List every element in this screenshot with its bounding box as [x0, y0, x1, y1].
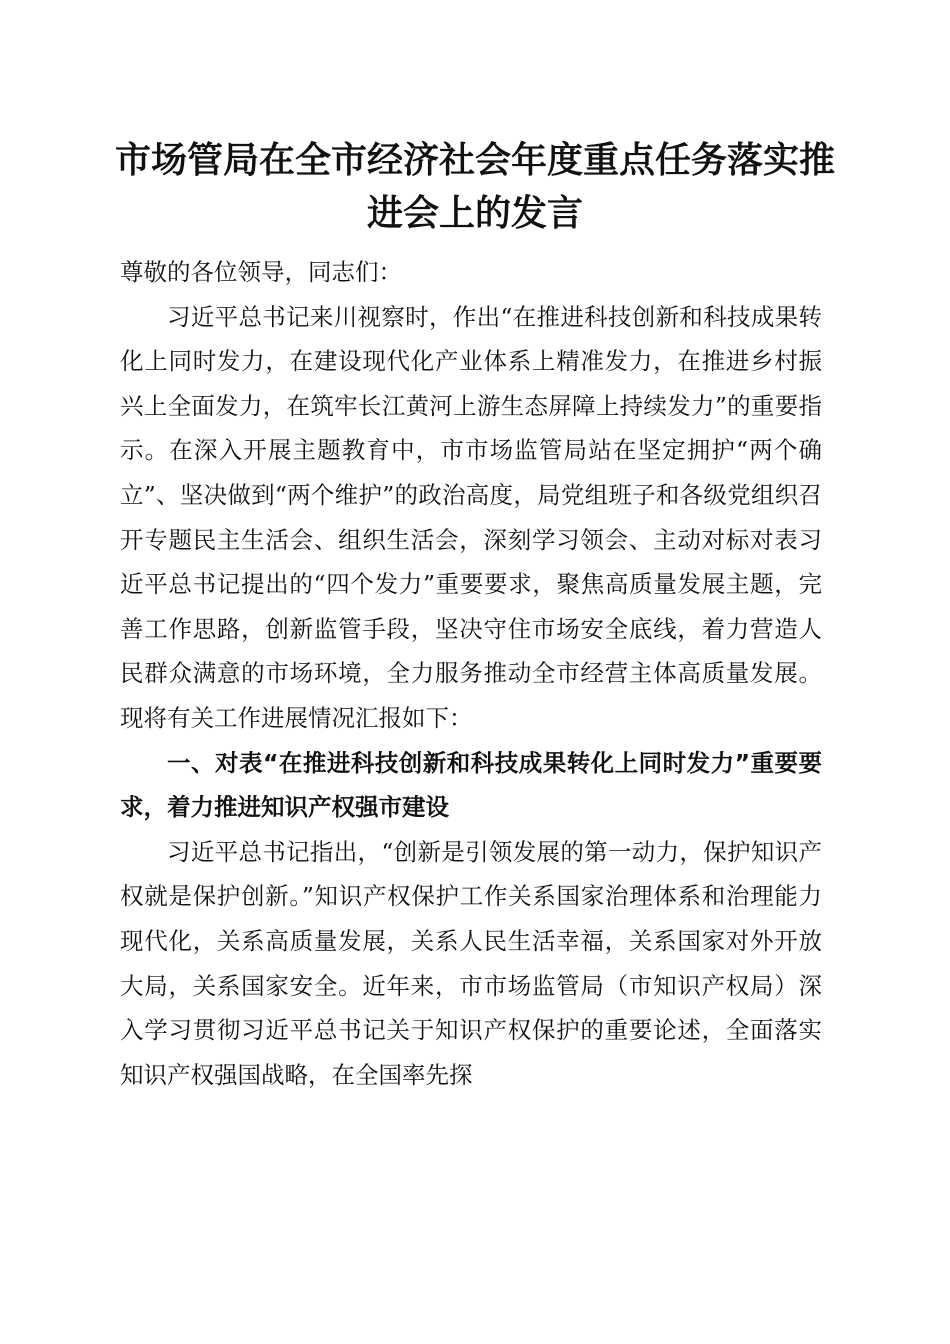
- section-heading-1: 一、对表“在推进科技创新和科技成果转化上同时发力”重要要求，着力推进知识产权强市建设: [120, 748, 822, 822]
- paragraph-intro: 习近平总书记来川视察时，作出“在推进科技创新和科技成果转化上同时发力，在建设现代化产业体系上精准发力，在推进乡村振兴上全面发力，在筑牢长江黄河上游生态屏障上持续发力”的重要指示。在深入开展主题教育中，市市场监管局站在坚定拥护“两个确立”、坚决做到“两个维护”的政治高度，局党组班子和各级党组织召开专题民主生活会、组织生活会，深刻学习领会、主动对标对表习近平总书记提出的“四个发力”重要要求，聚焦高质量发展主题，完善工作思路，创新监管手段，坚决守住市场安全底线，着力营造人民群众满意的市场环境，全力服务推动全市经营主体高质量发展。现将有关工作进展情况汇报如下：: [120, 302, 822, 732]
- document-title: 市场管局在全市经济社会年度重点任务落实推进会上的发言: [114, 139, 835, 234]
- salutation: 尊敬的各位领导，同志们：: [120, 258, 402, 286]
- paragraph-section-1: 习近平总书记指出，“创新是引领发展的第一动力，保护知识产权就是保护创新。”知识产权保护工作关系国家治理体系和治理能力现代化，关系高质量发展，关系人民生活幸福，关系国家对外开放大局，关系国家安全。近年来，市市场监管局（市知识产权局）深入学习贯彻习近平总书记关于知识产权保护的重要论述，全面落实知识产权强国战略，在全国率先探: [120, 837, 822, 1089]
- document-body: [120, 250, 822, 1097]
